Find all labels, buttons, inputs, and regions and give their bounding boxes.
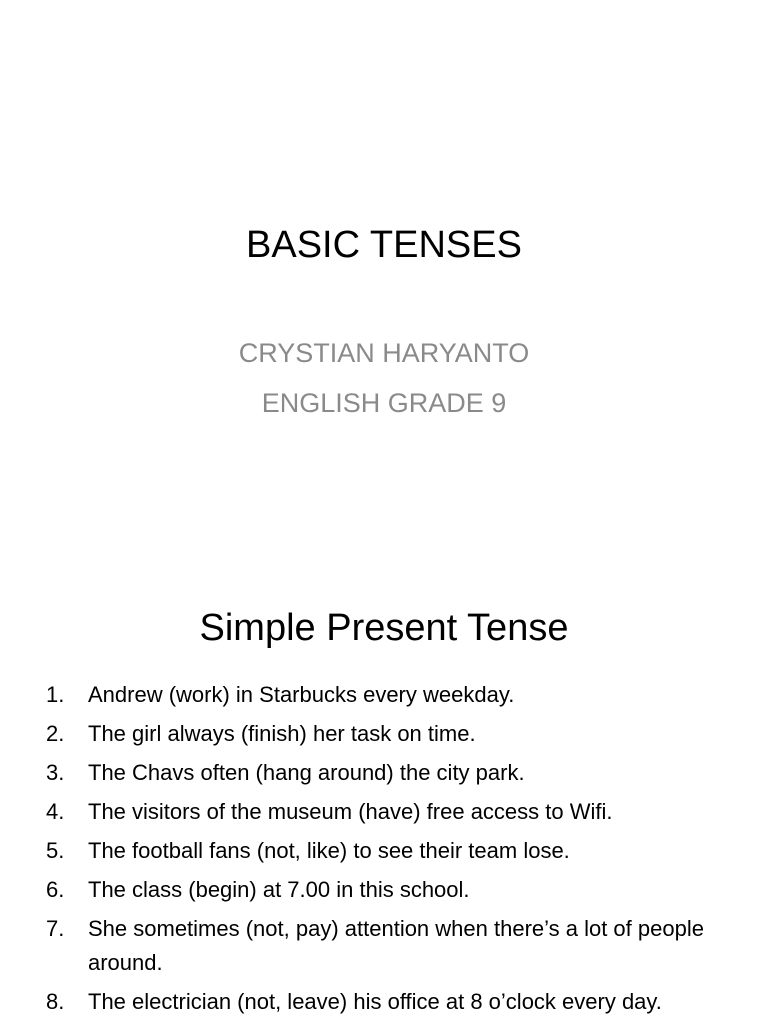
list-item (0, 678, 768, 712)
item-number: 8. (46, 989, 65, 1014)
item-text: The class (begin) at 7.00 in this school. (88, 877, 470, 902)
item-text: Andrew (work) in Starbucks every weekday. (88, 682, 515, 707)
item-number: 3. (46, 760, 65, 785)
item-text: The football fans (not, like) to see their team lose. (88, 838, 570, 863)
item-number: 7. (46, 916, 65, 941)
list-item (0, 756, 768, 790)
item-text: The girl always (finish) her task on time. (88, 721, 476, 746)
exercise-title: Simple Present Tense (199, 607, 569, 649)
list-item (0, 795, 768, 829)
exercise-slide (0, 576, 768, 1024)
item-number: 5. (46, 838, 65, 863)
item-text: The Chavs often (hang around) the city park. (88, 760, 525, 785)
item-number: 4. (46, 799, 65, 824)
slide-title: BASIC TENSES (246, 224, 522, 266)
exercise-list (0, 678, 768, 1024)
list-item (0, 873, 768, 907)
course-name: ENGLISH GRADE 9 (261, 388, 507, 418)
list-item (0, 985, 768, 1019)
item-number: 6. (46, 877, 65, 902)
item-text: The visitors of the museum (have) free access to Wifi. (88, 799, 613, 824)
item-number: 2. (46, 721, 65, 746)
list-item (0, 912, 768, 980)
item-text: The electrician (not, leave) his office at 8 o’clock every day. (88, 989, 662, 1014)
list-item (0, 717, 768, 751)
item-text: She sometimes (not, pay) attention when there’s a lot of people around. (88, 916, 704, 975)
author-name: CRYSTIAN HARYANTO (238, 338, 530, 368)
item-number: 1. (46, 682, 65, 707)
list-item (0, 834, 768, 868)
